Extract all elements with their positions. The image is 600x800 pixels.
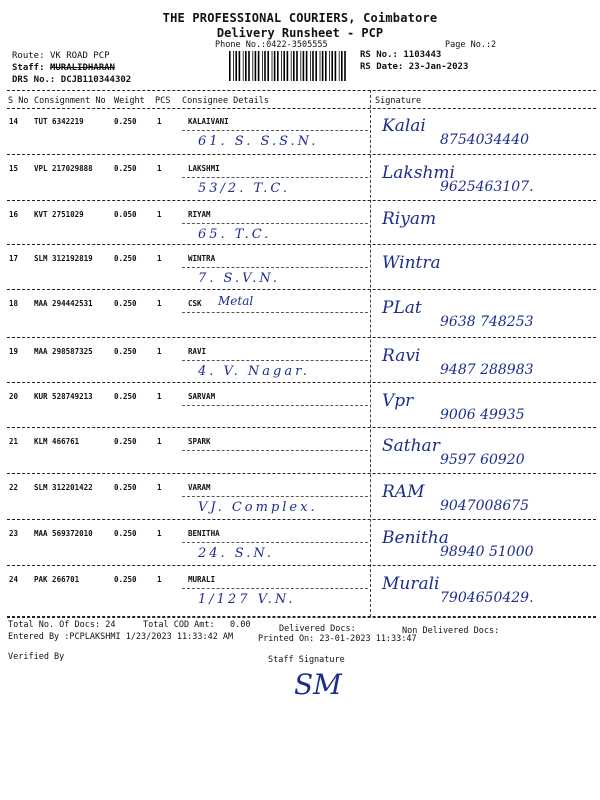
row-consignee-note: Metal [218,294,254,308]
barcode-bar [255,51,257,81]
row-weight: 0.250 [114,164,137,173]
row-weight: 0.250 [114,529,137,538]
drs-line: DRS No.: DCJB110344302 [12,75,132,85]
row-weight: 0.250 [114,483,137,492]
barcode-bar [300,51,301,81]
row-separator [7,427,596,428]
barcode-bar [296,51,298,81]
row-signature-name: PLat [382,298,422,318]
signature-column-divider [370,90,371,617]
barcode-bar [264,51,266,81]
row-consignee-name: BENITHA [188,529,220,538]
row-separator [7,154,596,155]
barcode-bar [267,51,269,81]
barcode-bar [291,51,292,81]
row-signature-phone: 9625463107. [440,179,534,195]
row-consignment-number: TUT 6342219 [34,117,84,126]
staff-value: MURALIDHARAN [49,63,115,73]
row-separator [7,337,596,338]
rs-no-value: 1103443 [403,50,442,60]
row-consignment-number: PAK 266701 [34,575,80,584]
col-sno: S No [8,96,29,106]
barcode-bar [243,51,244,81]
row-consignee-name: LAKSHMI [188,164,220,173]
row-consignee-address: 65. T.C. [198,227,272,242]
barcode-bar [272,51,273,81]
row-serial-number: 23 [9,529,19,538]
footer-rule [7,617,596,618]
barcode-bar [331,51,333,81]
barcode-bar [233,51,234,81]
row-consignment-number: KLM 466761 [34,437,80,446]
barcode-bar [277,51,279,81]
row-signature-phone: 9638 748253 [440,314,534,330]
rs-date-line: RS Date: 23-Jan-2023 [360,62,469,72]
row-weight: 0.250 [114,347,137,356]
barcode-bar [283,51,285,81]
row-separator [7,289,596,290]
row-detail-rule [182,312,368,313]
barcode-bar [235,51,237,81]
non-delivered-docs-label: Non Delivered Docs: [402,626,500,636]
row-signature-name: Sathar [382,436,440,456]
row-separator [7,473,596,474]
runsheet-title: Delivery Runsheet - PCP [216,26,384,40]
row-detail-rule [182,177,368,178]
row-pieces: 1 [157,164,162,173]
row-signature-name: Riyam [382,209,437,229]
row-pieces: 1 [157,254,162,263]
route-value: VK ROAD PCP [49,51,110,61]
row-consignee-name: RAVI [188,347,207,356]
entered-by: Entered By :PCPLAKSHMI 1/23/2023 11:33:42 AM [8,632,234,642]
row-consignment-number: MAA 569372010 [34,529,93,538]
row-separator [7,382,596,383]
row-separator [7,244,596,245]
row-signature-phone: 9006 49935 [440,407,525,423]
row-consignee-name: MURALI [188,575,216,584]
row-weight: 0.250 [114,117,137,126]
row-signature-name: Kalai [382,116,426,136]
total-docs: Total No. Of Docs: 24 [8,620,116,630]
verified-by: Verified By [8,652,65,662]
route-line: Route: VK ROAD PCP [12,51,110,61]
row-serial-number: 14 [9,117,19,126]
row-serial-number: 22 [9,483,19,492]
barcode-bar [310,51,311,81]
row-signature-phone: 9487 288983 [440,362,534,378]
barcode-bar [229,51,231,81]
row-consignment-number: MAA 298587325 [34,347,93,356]
col-consignment: Consignment No [34,96,106,106]
row-pieces: 1 [157,529,162,538]
row-signature-phone: 7904650429. [440,590,534,606]
row-consignee-address: 1/127 V.N. [198,592,296,607]
row-serial-number: 18 [9,299,19,308]
col-signature: Signature [375,96,422,106]
barcode [228,51,350,81]
barcode-bar [320,51,321,81]
barcode-bar [325,51,327,81]
row-detail-rule [182,542,368,543]
row-consignee-address: 4. V. Nagar. [198,364,311,379]
row-weight: 0.050 [114,210,137,219]
barcode-bar [287,51,289,81]
row-signature-name: RAM [382,482,425,502]
row-consignee-name: KALAIVANI [188,117,229,126]
row-pieces: 1 [157,347,162,356]
row-detail-rule [182,588,368,589]
row-consignee-name: SARVAM [188,392,216,401]
row-separator [7,519,596,520]
row-weight: 0.250 [114,254,137,263]
rs-no-line: RS No.: 1103443 [360,50,442,60]
row-detail-rule [182,130,368,131]
row-detail-rule [182,267,368,268]
barcode-bar [303,51,305,81]
header-top-rule [7,90,596,91]
row-consignee-name: CSK [188,299,202,308]
row-pieces: 1 [157,210,162,219]
row-pieces: 1 [157,299,162,308]
row-consignee-address: VJ. Complex. [198,500,318,515]
row-pieces: 1 [157,117,162,126]
barcode-bar [239,51,241,81]
col-pcs: PCS [155,96,171,106]
barcode-bar [258,51,260,81]
row-detail-rule [182,360,368,361]
row-serial-number: 24 [9,575,19,584]
row-weight: 0.250 [114,437,137,446]
page-number: Page No.:2 [445,40,497,50]
barcode-bar [262,51,263,81]
row-consignment-number: MAA 294442531 [34,299,93,308]
barcode-bar [339,51,340,81]
barcode-bar [335,51,337,81]
row-serial-number: 15 [9,164,19,173]
barcode-bar [329,51,330,81]
row-pieces: 1 [157,437,162,446]
row-consignment-number: KUR 528749213 [34,392,93,401]
row-pieces: 1 [157,575,162,584]
row-signature-name: Murali [382,574,440,594]
barcode-bar [306,51,308,81]
row-weight: 0.250 [114,299,137,308]
row-consignee-address: 24. S.N. [198,546,275,561]
barcode-bar [281,51,282,81]
row-consignment-number: SLM 312201422 [34,483,93,492]
header-bottom-rule [7,108,596,109]
row-weight: 0.250 [114,392,137,401]
row-consignee-name: WINTRA [188,254,216,263]
row-consignment-number: KVT 2751029 [34,210,84,219]
row-signature-name: Lakshmi [382,163,455,183]
row-serial-number: 20 [9,392,19,401]
barcode-bar [315,51,317,81]
row-serial-number: 16 [9,210,19,219]
row-signature-phone: 8754034440 [440,132,530,148]
staff-signature-mark: SM [294,668,342,701]
barcode-bar [274,51,276,81]
row-pieces: 1 [157,392,162,401]
row-serial-number: 21 [9,437,19,446]
barcode-bar [322,51,324,81]
staff-signature-label: Staff Signature [268,655,345,665]
row-consignment-number: VPL 217029888 [34,164,93,173]
barcode-bar [293,51,295,81]
barcode-bar [245,51,247,81]
barcode-bar [252,51,253,81]
row-serial-number: 19 [9,347,19,356]
row-separator [7,200,596,201]
company-title: THE PROFESSIONAL COURIERS, Coimbatore [162,11,438,25]
row-consignment-number: SLM 312192819 [34,254,93,263]
row-signature-phone: 9047008675 [440,498,530,514]
row-consignee-address: 53/2. T.C. [198,181,290,196]
row-detail-rule [182,450,368,451]
row-consignee-name: RIYAM [188,210,211,219]
row-serial-number: 17 [9,254,19,263]
row-signature-name: Vpr [382,391,414,411]
rs-date-value: 23-Jan-2023 [408,62,469,72]
barcode-bar [248,51,250,81]
staff-line: Staff: MURALIDHARAN [12,63,115,73]
drs-value: DCJB110344302 [60,75,132,85]
row-consignee-address: 7. S.V.N. [198,271,281,286]
barcode-bar [312,51,314,81]
total-cod: Total COD Amt: 0.00 [143,620,251,630]
row-detail-rule [182,496,368,497]
row-detail-rule [182,223,368,224]
row-signature-name: Ravi [382,346,421,366]
row-pieces: 1 [157,483,162,492]
row-signature-name: Benitha [382,528,449,548]
row-detail-rule [182,405,368,406]
row-signature-phone: 9597 60920 [440,452,525,468]
barcode-bar [341,51,343,81]
row-signature-name: Wintra [382,253,441,273]
printed-on: Printed On: 23-01-2023 11:33:47 [258,634,417,644]
row-separator [7,565,596,566]
col-weight: Weight [114,96,145,106]
col-details: Consignee Details [182,96,269,106]
row-consignee-name: SPARK [188,437,211,446]
delivered-docs-label: Delivered Docs: [279,624,356,634]
row-consignee-address: 61. S. S.S.N. [198,134,319,149]
row-weight: 0.250 [114,575,137,584]
barcode-bar [344,51,346,81]
phone-number: Phone No.:0422-3505555 [215,40,328,50]
row-consignee-name: VARAM [188,483,211,492]
row-signature-phone: 98940 51000 [440,544,534,560]
